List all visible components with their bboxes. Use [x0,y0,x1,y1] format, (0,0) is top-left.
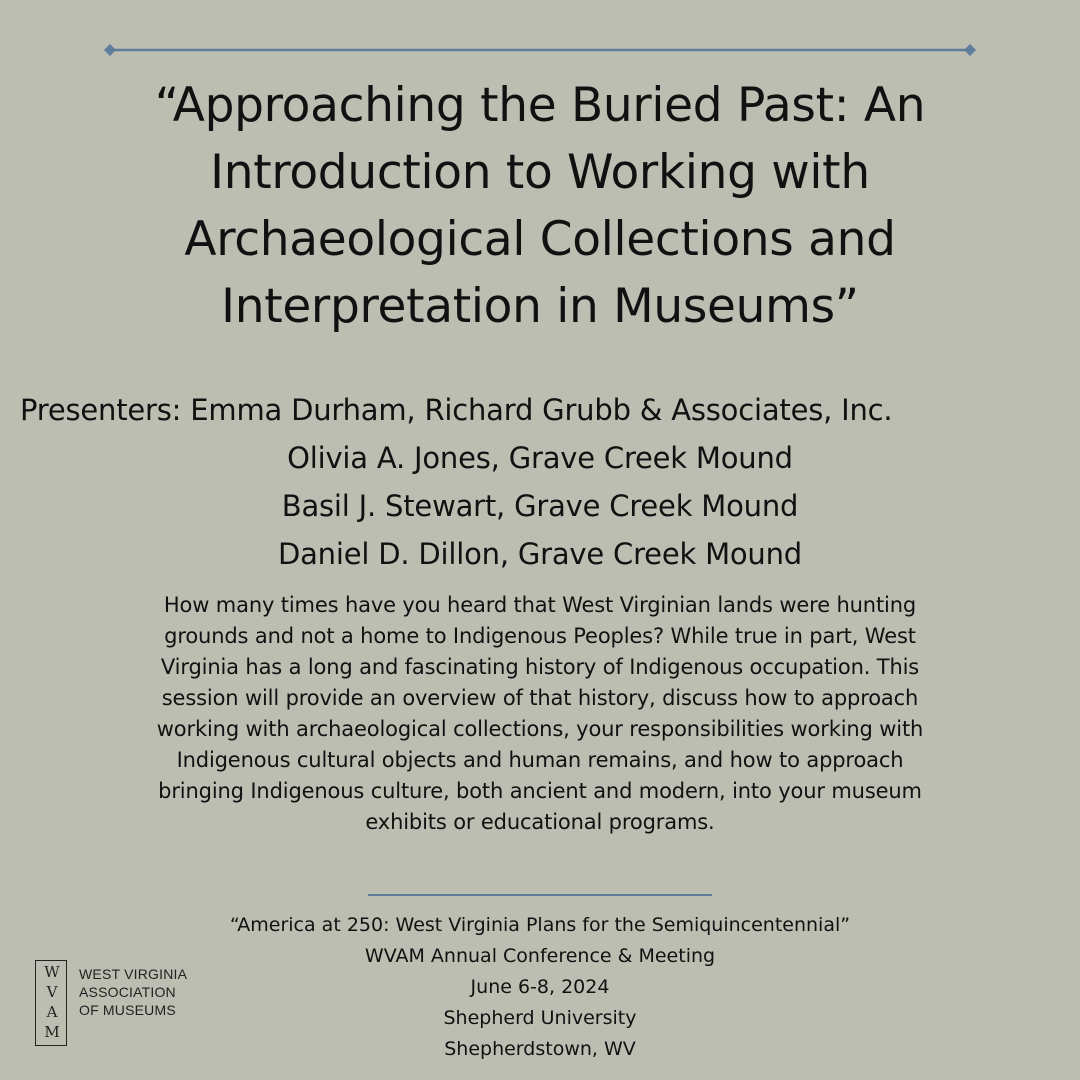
title-line: Archaeological Collections and [184,212,896,267]
description-line: exhibits or educational programs. [365,810,715,834]
logo-letter: W [44,963,60,981]
logo-text-line: WEST VIRGINIA [79,966,188,982]
logo-letter: V [46,983,58,1001]
description-line: Virginia has a long and fascinating history of Indigenous occupation. This [160,655,920,679]
presenters-list [0,386,1080,578]
middle-divider [368,894,712,896]
conference-location: Shepherdstown, WV [444,1038,636,1060]
conference-dates: June 6-8, 2024 [470,976,610,998]
right-diamond-icon [964,44,976,56]
presenter-line: Daniel D. Dillon, Grave Creek Mound [277,537,803,571]
presenter-line: Basil J. Stewart, Grave Creek Mound [281,489,799,523]
description-line: How many times have you heard that West Virginian lands were hunting [163,593,917,617]
session-description [40,590,1040,838]
wvam-logo [35,960,215,1050]
top-divider [104,44,976,56]
logo-letter-box [35,960,67,1046]
conference-theme: “America at 250: West Virginia Plans for the Semiquincentennial” [229,914,851,936]
title-line: “Approaching the Buried Past: An [154,78,926,133]
conference-event: WVAM Annual Conference & Meeting [364,945,716,967]
description-line: grounds and not a home to Indigenous Peoples? While true in part, West [164,624,916,648]
description-line: bringing Indigenous culture, both ancient and modern, into your museum [158,779,922,803]
logo-letter: A [46,1003,58,1021]
title-line: Introduction to Working with [210,145,870,200]
left-diamond-icon [104,44,116,56]
session-title [0,72,1080,340]
logo-wordmark [79,965,187,1019]
description-line: working with archaeological collections, your responsibilities working with [156,717,924,741]
logo-text-line: OF MUSEUMS [79,1002,176,1018]
logo-text-line: ASSOCIATION [79,984,176,1000]
title-line: Interpretation in Museums” [221,279,859,334]
conference-venue: Shepherd University [443,1007,637,1029]
conference-info [140,910,940,1065]
presenter-line: Olivia A. Jones, Grave Creek Mound [287,441,793,475]
description-line: Indigenous cultural objects and human remains, and how to approach [176,748,904,772]
logo-letter: M [44,1023,60,1041]
presenter-line: Presenters: Emma Durham, Richard Grubb & Associates, Inc. [20,393,893,427]
description-line: session will provide an overview of that history, discuss how to approach [161,686,919,710]
